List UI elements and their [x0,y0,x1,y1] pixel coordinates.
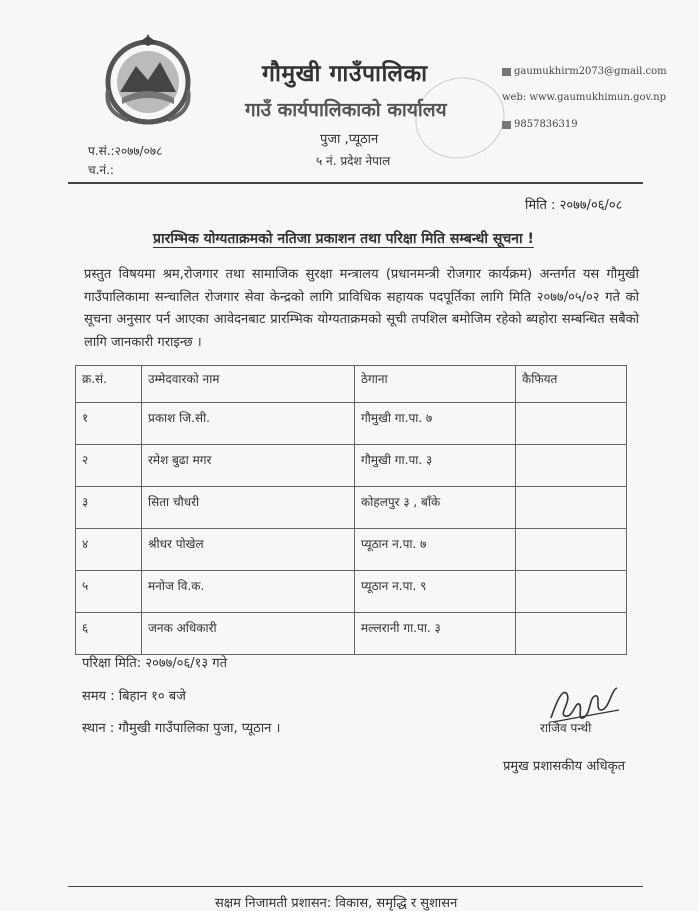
contact-web: web: www.gaumukhimun.gov.np [502,92,666,103]
office-name: गाउँ कार्यपालिकाको कार्यालय [245,99,447,121]
header-remarks: कैफियत [516,366,627,403]
cell-remarks [516,445,627,487]
email-icon [502,68,511,76]
cell-serial: ४ [76,529,142,571]
cell-serial: २ [76,445,142,487]
table-row [76,445,627,487]
cell-address: मल्लरानी गा.पा. ३ [355,613,516,655]
letter-date: मिति : २०७७/०६/०८ [525,198,623,213]
address-line-2: ५ नं. प्रदेश नेपाल [316,154,391,168]
municipality-name: गौमुखी गाउँपालिका [262,61,428,87]
cell-remarks [516,613,627,655]
exam-date: परिक्षा मिति: २०७७/०६/१३ गते [82,656,228,671]
cell-serial: ५ [76,571,142,613]
cell-remarks [516,403,627,445]
cell-name: प्रकाश जि.सी. [142,403,355,445]
cell-name: मनोज वि.क. [142,571,355,613]
notice-body: प्रस्तुत विषयमा श्रम,रोजगार तथा सामाजिक सुरक्षा मन्त्रालय (प्रधानमन्त्री रोजगार कार्यक्रम) अन्तर्गत यस गौमुखी गाउँपालिकामा सन्चालित रोजगार सेवा केन्द्रको लागि प्राविधिक सहायक पदपूर्तिका लागि मिति २०७७/०५/०२ गते को सूचना अनुसार पर्न आएका आवेदनबाट प्रारम्भिक योग्यताक्रमको सूची तपशिल बमोजिम रहेको ब्यहोरा सम्बन्धित सबैको लागि जानकारी गराइन्छ । [84,267,639,350]
cell-name: श्रीधर पोखेल [142,529,355,571]
emblem-icon [98,32,198,127]
table-row [76,403,627,445]
cell-serial: १ [76,403,142,445]
contact-phone [502,119,578,130]
cell-name: जनक अधिकारी [142,613,355,655]
email-text: gaumukhirm2073@gmail.com [514,66,667,77]
candidate-table [75,365,627,655]
header-divider [68,182,643,184]
cell-address: प्यूठान न.पा. ७ [355,529,516,571]
table-row [76,487,627,529]
table-header-row [76,366,627,403]
phone-text: 9857836319 [514,119,578,130]
footer-slogan: सक्षम निजामती प्रशासन: विकास, समृद्धि र सुशासन [215,896,458,911]
signatory-name: राजिव पन्थी [540,721,592,735]
exam-place: स्थान : गौमुखी गाउँपालिका पुजा, प्यूठान । [82,721,281,736]
cell-name: रमेश बुढा मगर [142,445,355,487]
header-serial: क्र.सं. [76,366,142,403]
cell-address: गौमुखी गा.पा. ३ [355,445,516,487]
cell-remarks [516,487,627,529]
cell-address: कोहलपुर ३ , बाँके [355,487,516,529]
table-row [76,613,627,655]
signatory-title: प्रमुख प्रशासकीय अधिकृत [503,759,626,774]
footer-divider [68,886,643,887]
table-row [76,529,627,571]
contact-email [502,66,667,77]
cell-address: गौमुखी गा.पा. ७ [355,403,516,445]
notice-subject: प्रारम्भिक योग्यताक्रमको नतिजा प्रकाशन तथा परिक्षा मिति सम्बन्धी सूचना ! [153,231,534,247]
cell-serial: ३ [76,487,142,529]
cell-serial: ६ [76,613,142,655]
header-candidate-name: उम्मेदवारको नाम [142,366,355,403]
cell-remarks [516,529,627,571]
header-address: ठेगाना [355,366,516,403]
reference-number: प.सं.:२०७७/०७८ [88,144,163,158]
exam-time: समय : बिहान १० बजे [82,689,186,704]
cell-name: सिता चौधरी [142,487,355,529]
address-line-1: पुजा ,प्यूठान [320,132,379,147]
cell-remarks [516,571,627,613]
dispatch-number: च.नं.: [88,163,114,177]
table-row [76,571,627,613]
cell-address: प्यूठान न.पा. ९ [355,571,516,613]
